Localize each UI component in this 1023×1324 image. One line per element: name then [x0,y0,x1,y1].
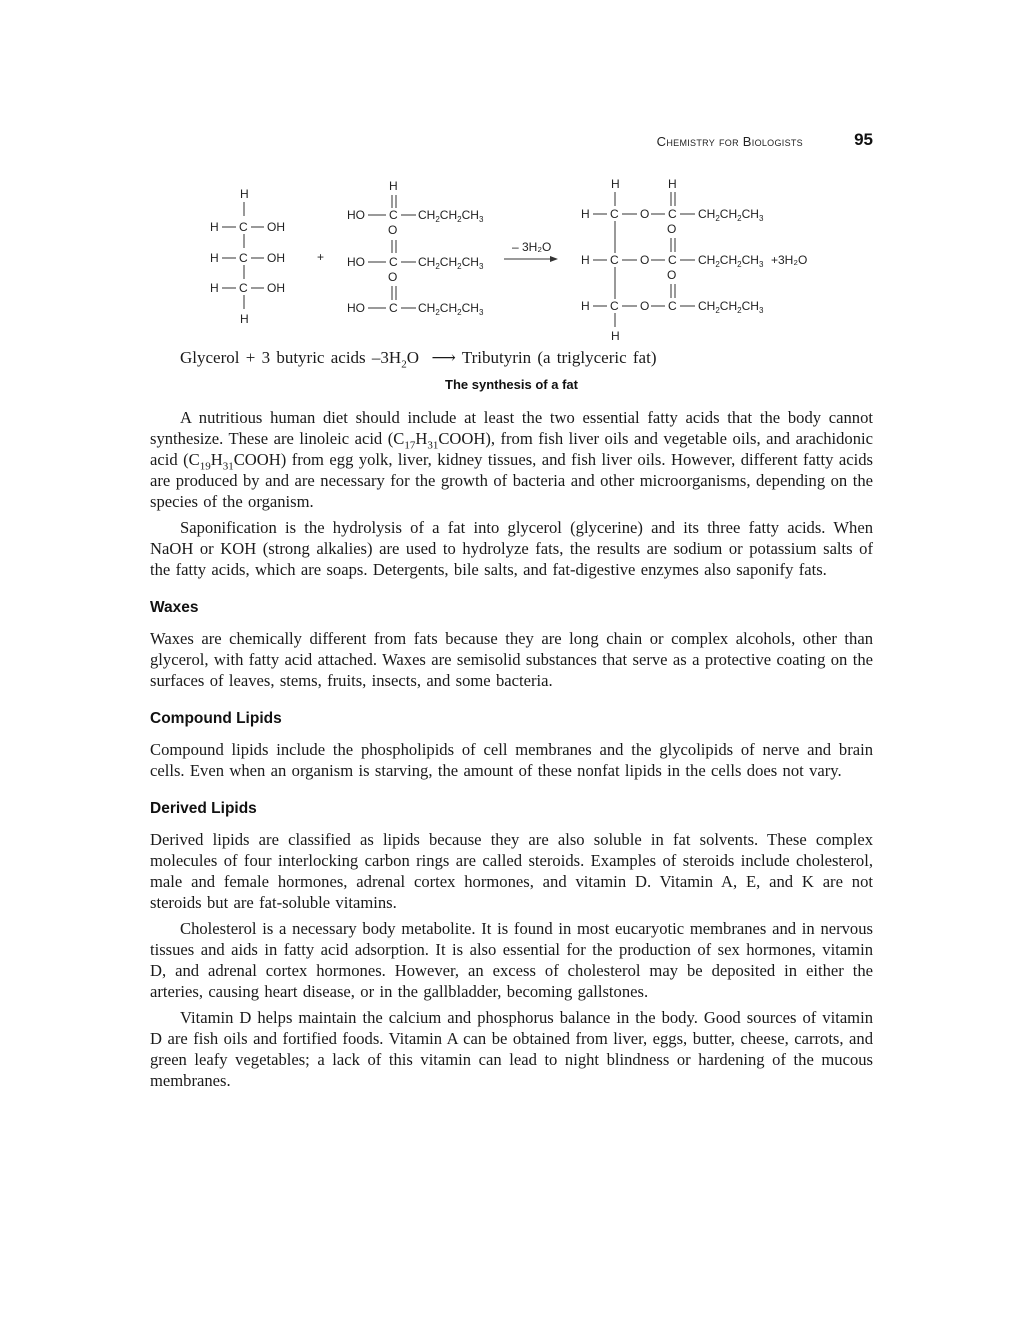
running-head [600,130,873,154]
atom-label: C [389,208,398,222]
atom-label: H [581,253,590,267]
butyl-group-label: $CH_2CH_2CH_3$ [418,301,484,317]
reaction-diagram [150,170,873,345]
glycerol-structure [210,187,285,326]
atom-label: C [668,253,677,267]
atom-label: H [210,251,219,265]
acids-label: 3 butyric acids [261,348,366,367]
heading-waxes: Waxes [150,599,199,616]
glycerol-label: Glycerol [180,348,240,367]
atom-label: O [640,299,650,313]
atom-label: H [611,329,620,343]
atom-label: H [581,299,590,313]
paragraph-compound-lipids: Compound lipids include the phospholipids of cell membranes and the glycolipids of nerve and brain cells. Even when an organism is starving, the amount of these nonfat lipids in the cells does not vary. [150,740,873,780]
heading-compound-lipids: Compound Lipids [150,710,282,727]
atom-label: C [668,207,677,221]
tributyrin-structure [581,177,807,343]
paragraph-saponification: Saponification is the hydrolysis of a fat into glycerol (glycerine) and its three fatty acids. When NaOH or KOH (strong alkalies) are used to hydrolyze fats, the results are sodium or potassium salts of the fatty acids, which are soaps. Detergents, bile salts, and fat-digestive enzymes also saponify fats. [150,518,873,579]
atom-label: O [640,207,650,221]
atom-label: O [640,253,650,267]
atom-label: C [610,299,619,313]
plus-sign: + [317,250,325,264]
atom-label: H [668,177,677,191]
atom-label: OH [267,220,285,234]
paragraph-vitamin-d: Vitamin D helps maintain the calcium and phosphorus balance in the body. Good sources of vitamin D are fish oils and fortified foods. Vitamin A can be obtained from liver, eggs, butter, cheese, carrots, and green leafy vegetables; a lack of this vitamin can lead to night blindness or hardening of the mucous membranes. [150,1008,873,1090]
atom-label: C [389,255,398,269]
reaction-arrow [504,240,558,262]
butyl-group-label: $CH_2CH_2CH_3$ [418,208,484,224]
running-title: Chemistry for Biologists [656,134,803,149]
atom-label: H [210,220,219,234]
plus-sign: + [245,348,256,367]
butyl-group-label: $CH_2CH_2CH_3$ [418,255,484,271]
butyl-group-label: $CH_2CH_2CH_3$ [698,299,764,315]
atom-label: H [581,207,590,221]
arrow-glyph: ⟶ [431,348,456,367]
atom-label: HO [347,301,365,315]
atom-label: H [240,312,249,326]
atom-label: OH [267,281,285,295]
body-text [150,407,873,1091]
butyl-group-label: $CH_2CH_2CH_3$ [698,253,764,269]
atom-label: O [388,223,398,237]
reaction-condition: – 3H₂O [512,240,552,254]
butyric-acids-structure [347,179,484,317]
paragraph-cholesterol: Cholesterol is a necessary body metabolite. It is found in most eucaryotic membranes and in nervous tissues and aids in fatty acid adsorption. It is also essential for the production of sex hormones, vitamin D, and adrenal cortex hormones. However, an excess of cholesterol may be deposited in either the arteries, causing heart disease, or in the gallbladder, becoming gallstones. [150,919,873,1001]
atom-label: C [610,207,619,221]
fat-synthesis-figure [150,170,873,400]
water-removed: $-3H_2O$ [371,348,419,371]
atom-label: C [239,251,248,265]
atom-label: HO [347,208,365,222]
atom-label: C [239,220,248,234]
paragraph-essential-fatty-acids: A nutritious human diet should include at least the two essential fatty acids that the body cannot synthesize. These are linoleic acid $(C_{17}H_{31}COOH)$, from fish liver oils and vegetable oils, and arachidonic acid $(C_{19}H_{31}COOH)$ from egg yolk, liver, kidney tissues, and fish liver oils. However, different fatty acids are produced by and are necessary for the growth of bacteria and other microorganisms, depending on the species of the organism. [150,408,873,511]
paragraph-waxes: Waxes are chemically different from fats because they are long chain or complex alcohols, other than glycerol, with fatty acid attached. Waxes are semisolid substances that serve as a protective coating on the surfaces of leaves, stems, fruits, insects, and some bacteria. [150,629,873,690]
atom-label: O [388,270,398,284]
atom-label: C [610,253,619,267]
atom-label: OH [267,251,285,265]
product-label: Tributyrin (a triglyceric fat) [461,348,657,367]
heading-derived-lipids: Derived Lipids [150,800,257,817]
atom-label: HO [347,255,365,269]
atom-label: C [668,299,677,313]
atom-label: H [210,281,219,295]
atom-label: H [240,187,249,201]
paragraph-derived-lipids: Derived lipids are classified as lipids because they are also soluble in fat solvents. These complex molecules of four interlocking carbon rings are called steroids. Examples of steroids include cholesterol, male and female hormones, adrenal cortex hormones, and vitamin D. Vitamin A, E, and K are not steroids but are fat-soluble vitamins. [150,830,873,912]
atom-label: H [611,177,620,191]
atom-label: O [667,222,677,236]
atom-label: H [389,179,398,193]
atom-label: C [389,301,398,315]
atom-label: C [239,281,248,295]
word-equation [180,348,657,370]
page-number: 95 [854,130,873,149]
figure-caption: The synthesis of a fat [445,377,578,392]
byproduct-water: +3H₂O [771,253,808,267]
atom-label: O [667,268,677,282]
butyl-group-label: $CH_2CH_2CH_3$ [698,207,764,223]
